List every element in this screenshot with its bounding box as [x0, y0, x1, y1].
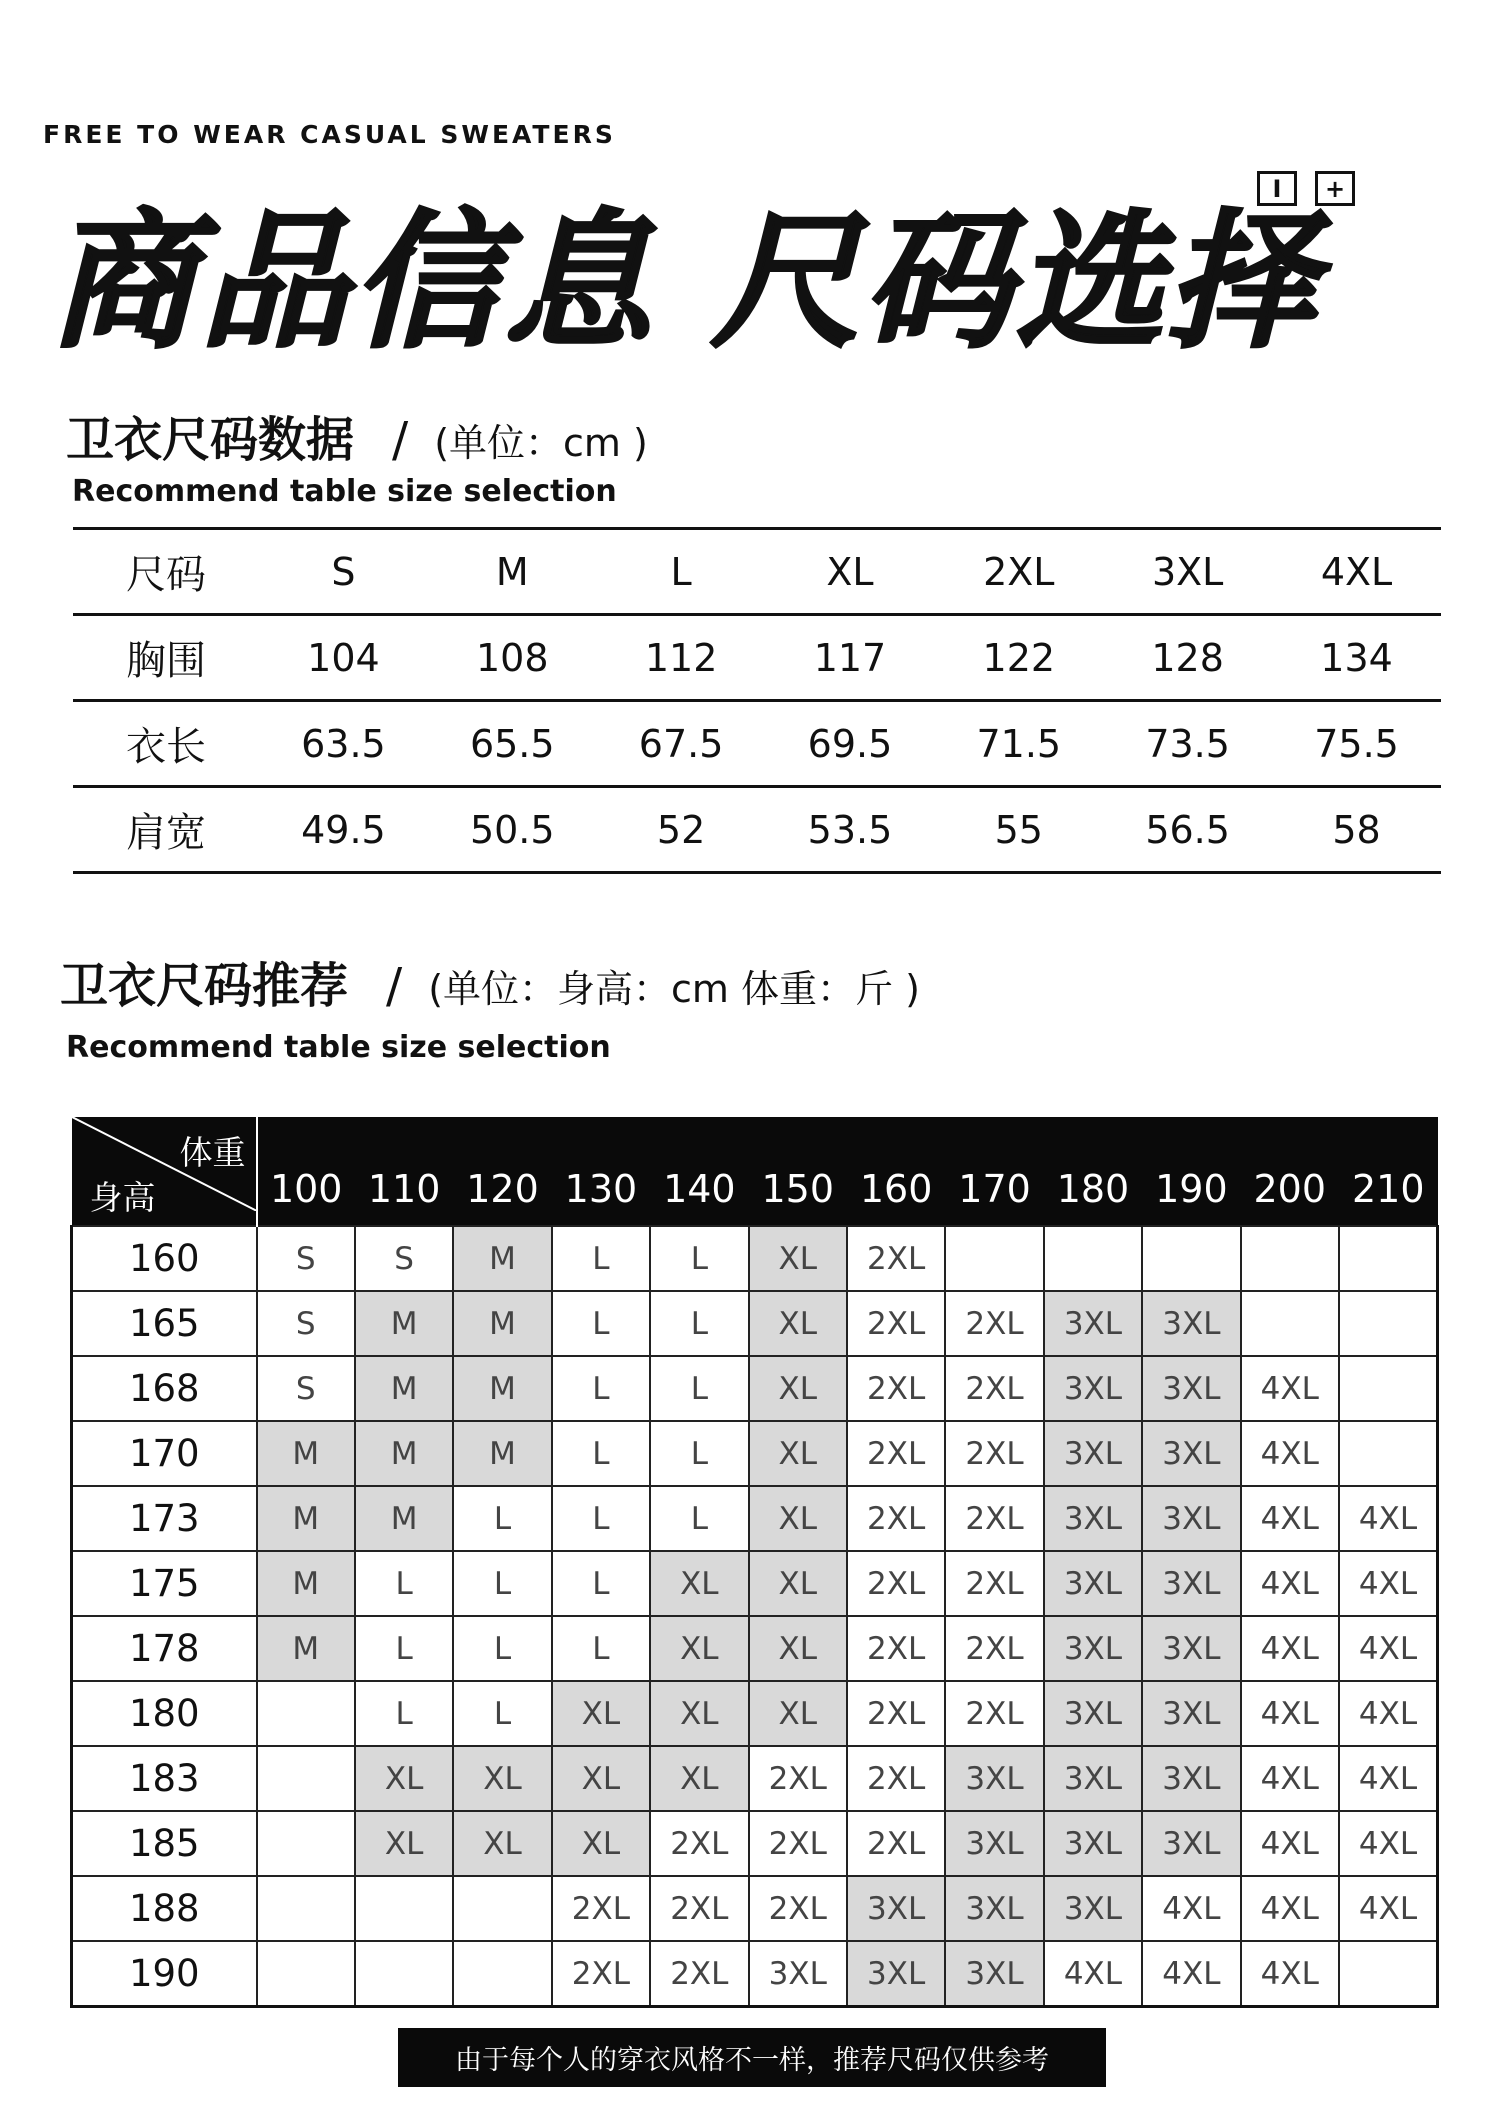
size-recommend-cell: 2XL [847, 1226, 945, 1291]
size-recommend-cell: L [552, 1551, 650, 1616]
height-cell: 178 [72, 1616, 257, 1681]
size-recommend-cell: 3XL [1142, 1616, 1240, 1681]
size-recommend-cell: 2XL [847, 1551, 945, 1616]
recommend-row [72, 1551, 1438, 1616]
size-recommend-cell: M [453, 1291, 551, 1356]
size-value-cell: 50.5 [469, 807, 555, 852]
size-recommend-cell: L [552, 1291, 650, 1356]
size-data-row [73, 615, 1441, 701]
weight-header-cell: 140 [650, 1117, 748, 1226]
size-recommend-cell: 3XL [847, 1876, 945, 1941]
size-recommend-cell: XL [749, 1616, 847, 1681]
size-recommend-cell: M [453, 1356, 551, 1421]
size-recommend-cell [257, 1811, 355, 1876]
size-recommend-cell: M [355, 1421, 453, 1486]
size-recommend-cell: 4XL [1241, 1811, 1339, 1876]
size-recommend-cell [257, 1681, 355, 1746]
size-recommend-cell: 3XL [1044, 1291, 1142, 1356]
size-recommend-cell: 4XL [1241, 1421, 1339, 1486]
size-header-row [73, 529, 1441, 615]
recommend-table [70, 1117, 1439, 2008]
size-recommend-cell: 4XL [1241, 1681, 1339, 1746]
size-value-cell: 69.5 [807, 721, 893, 766]
size-recommend-cell: 2XL [847, 1291, 945, 1356]
recommend-row [72, 1811, 1438, 1876]
size-recommend-cell: XL [749, 1421, 847, 1486]
size-recommend-cell: 2XL [749, 1876, 847, 1941]
size-recommend-cell: 3XL [945, 1876, 1043, 1941]
recommend-row [72, 1291, 1438, 1356]
size-recommend-cell: 3XL [1142, 1486, 1240, 1551]
size-recommend-cell: 4XL [1339, 1876, 1438, 1941]
size-recommend-cell: 2XL [847, 1616, 945, 1681]
weight-header-cell: 170 [945, 1117, 1043, 1226]
size-recommend-cell: L [355, 1681, 453, 1746]
size-recommend-cell [1339, 1356, 1438, 1421]
size-row-label: 肩宽 [126, 810, 206, 856]
size-recommend-cell: 3XL [1142, 1681, 1240, 1746]
size-recommend-cell: 3XL [945, 1746, 1043, 1811]
height-cell: 168 [72, 1356, 257, 1421]
recommend-row [72, 1746, 1438, 1811]
size-value-cell: 67.5 [638, 721, 724, 766]
size-recommend-cell [257, 1941, 355, 2007]
size-recommend-cell [1339, 1941, 1438, 2007]
recommend-row [72, 1616, 1438, 1681]
size-recommend-cell: XL [749, 1226, 847, 1291]
size-value-cell: 104 [307, 635, 380, 680]
size-recommend-cell: 4XL [1044, 1941, 1142, 2007]
height-cell: 185 [72, 1811, 257, 1876]
size-recommend-cell: M [257, 1486, 355, 1551]
size-recommend-cell [1339, 1226, 1438, 1291]
size-recommend-cell: 3XL [1142, 1356, 1240, 1421]
size-recommend-cell: XL [355, 1811, 453, 1876]
size-value-cell: 112 [644, 635, 718, 680]
size-value-cell: 55 [994, 807, 1043, 852]
size-recommend-cell: 3XL [1142, 1421, 1240, 1486]
size-recommend-cell: L [453, 1551, 551, 1616]
height-cell: 175 [72, 1551, 257, 1616]
size-recommend-cell: L [650, 1356, 748, 1421]
height-cell: 180 [72, 1681, 257, 1746]
size-header-cell: S [331, 549, 356, 594]
size-recommend-cell: XL [355, 1746, 453, 1811]
size-recommend-cell: 3XL [945, 1811, 1043, 1876]
size-recommend-cell: 2XL [847, 1356, 945, 1421]
size-recommend-cell: 3XL [1044, 1876, 1142, 1941]
size-recommend-cell: 3XL [945, 1941, 1043, 2007]
size-recommend-cell: 4XL [1241, 1876, 1339, 1941]
size-header-cell: XL [826, 549, 874, 594]
size-recommend-cell: M [453, 1421, 551, 1486]
size-value-cell: 63.5 [301, 721, 386, 766]
recommend-row [72, 1876, 1438, 1941]
size-recommend-cell: 2XL [945, 1356, 1043, 1421]
size-recommend-cell: M [257, 1551, 355, 1616]
weight-header-cell: 180 [1044, 1117, 1142, 1226]
size-recommend-cell [355, 1876, 453, 1941]
size-recommend-cell: 2XL [650, 1941, 748, 2007]
recommend-row [72, 1681, 1438, 1746]
size-value-cell: 73.5 [1145, 721, 1230, 766]
recommend-row [72, 1421, 1438, 1486]
height-cell: 160 [72, 1226, 257, 1291]
title-slash: / [386, 958, 403, 1014]
size-recommend-cell: L [552, 1421, 650, 1486]
size-recommend-cell: 4XL [1339, 1486, 1438, 1551]
size-recommend-cell: 2XL [847, 1421, 945, 1486]
height-cell: 170 [72, 1421, 257, 1486]
size-recommend-cell: 3XL [847, 1941, 945, 2007]
size-value-cell: 65.5 [469, 721, 555, 766]
size-recommend-cell: 3XL [1044, 1811, 1142, 1876]
size-recommend-cell: 4XL [1339, 1616, 1438, 1681]
size-recommend-cell: 4XL [1339, 1746, 1438, 1811]
weight-header-cell: 100 [257, 1117, 355, 1226]
size-recommend-cell [355, 1941, 453, 2007]
size-recommend-cell: M [355, 1486, 453, 1551]
recommend-table-wrap [70, 1117, 1439, 2008]
size-recommend-cell: L [650, 1486, 748, 1551]
size-recommend-cell: L [453, 1616, 551, 1681]
size-recommend-cell: 4XL [1241, 1356, 1339, 1421]
size-recommend-cell [453, 1876, 551, 1941]
size-recommend-cell: L [355, 1551, 453, 1616]
size-value-cell: 134 [1320, 635, 1393, 680]
size-recommend-cell: M [257, 1421, 355, 1486]
size-recommend-cell: 3XL [1044, 1551, 1142, 1616]
corner-weight-label: 体重 [179, 1133, 246, 1172]
size-recommend-cell [257, 1746, 355, 1811]
size-recommend-cell: S [257, 1291, 355, 1356]
size-recommend-cell: XL [749, 1681, 847, 1746]
size-header-cell: 2XL [983, 549, 1055, 594]
size-recommend-cell: 4XL [1241, 1941, 1339, 2007]
size-value-cell: 49.5 [301, 807, 386, 852]
size-recommend-cell: M [453, 1226, 551, 1291]
size-data-subtitle: Recommend table size selection [72, 474, 617, 509]
size-recommend-cell [1339, 1291, 1438, 1356]
size-recommend-cell: XL [749, 1551, 847, 1616]
size-recommend-cell: L [453, 1486, 551, 1551]
size-data-title [66, 412, 648, 468]
size-header-cell: M [495, 549, 529, 594]
size-value-cell: 75.5 [1314, 721, 1399, 766]
size-recommend-cell: S [257, 1226, 355, 1291]
size-value-cell: 71.5 [976, 721, 1062, 766]
size-recommend-cell [453, 1941, 551, 2007]
size-recommend-cell: 3XL [1142, 1291, 1240, 1356]
size-recommend-cell: XL [650, 1616, 748, 1681]
tagline: FREE TO WEAR CASUAL SWEATERS [43, 120, 616, 149]
corner-cell [72, 1117, 257, 1226]
weight-header-cell: 120 [453, 1117, 551, 1226]
size-row-label: 胸围 [126, 638, 206, 684]
size-recommend-cell: L [552, 1486, 650, 1551]
size-recommend-cell [257, 1876, 355, 1941]
size-recommend-cell: XL [453, 1746, 551, 1811]
size-recommend-cell: 3XL [1044, 1421, 1142, 1486]
size-recommend-cell: 2XL [945, 1616, 1043, 1681]
size-recommend-cell: 4XL [1241, 1551, 1339, 1616]
size-recommend-cell: L [650, 1421, 748, 1486]
size-recommend-cell: L [650, 1291, 748, 1356]
size-recommend-cell: 3XL [1142, 1746, 1240, 1811]
size-recommend-cell: 4XL [1241, 1616, 1339, 1681]
size-value-cell: 58 [1332, 807, 1381, 852]
size-data-row [73, 701, 1441, 787]
size-recommend-cell: S [257, 1356, 355, 1421]
size-recommend-cell: S [355, 1226, 453, 1291]
size-recommend-cell: 3XL [749, 1941, 847, 2007]
recommend-title [60, 958, 920, 1014]
size-value-cell: 117 [813, 635, 887, 680]
size-recommend-cell: L [552, 1226, 650, 1291]
size-recommend-cell: 2XL [945, 1551, 1043, 1616]
recommend-row [72, 1356, 1438, 1421]
size-data-row [73, 787, 1441, 873]
size-data-table [73, 527, 1441, 874]
height-cell: 188 [72, 1876, 257, 1941]
size-recommend-cell: 2XL [945, 1421, 1043, 1486]
height-cell: 173 [72, 1486, 257, 1551]
size-recommend-cell: L [552, 1616, 650, 1681]
size-recommend-cell: 2XL [552, 1876, 650, 1941]
size-recommend-cell: XL [650, 1746, 748, 1811]
size-recommend-cell: XL [552, 1746, 650, 1811]
size-recommend-cell: 2XL [749, 1811, 847, 1876]
size-recommend-cell: 2XL [847, 1486, 945, 1551]
size-recommend-cell: 4XL [1142, 1941, 1240, 2007]
size-recommend-cell: 3XL [1044, 1616, 1142, 1681]
size-recommend-cell: 3XL [1044, 1356, 1142, 1421]
size-recommend-cell: L [552, 1356, 650, 1421]
footnote-banner: 由于每个人的穿衣风格不一样，推荐尺码仅供参考 [398, 2028, 1106, 2087]
size-value-cell: 108 [476, 635, 549, 680]
size-recommend-cell: 4XL [1339, 1681, 1438, 1746]
size-recommend-cell: 3XL [1044, 1486, 1142, 1551]
size-header-cell: L [670, 549, 692, 594]
recommend-subtitle: Recommend table size selection [66, 1030, 611, 1065]
size-recommend-cell: 2XL [552, 1941, 650, 2007]
size-header-label: 尺码 [126, 552, 206, 598]
size-recommend-cell [1241, 1291, 1339, 1356]
size-recommend-cell: XL [552, 1681, 650, 1746]
height-cell: 190 [72, 1941, 257, 2007]
minus-square-icon: I [1257, 171, 1297, 206]
size-recommend-cell: M [257, 1616, 355, 1681]
size-recommend-cell: 3XL [1142, 1551, 1240, 1616]
size-recommend-cell: 2XL [847, 1681, 945, 1746]
size-data-title-text: 卫衣尺码数据 [66, 412, 355, 468]
weight-header-cell: 160 [847, 1117, 945, 1226]
corner-height-label: 身高 [89, 1178, 156, 1217]
recommend-row [72, 1941, 1438, 2007]
size-recommend-cell [945, 1226, 1043, 1291]
size-recommend-cell: XL [650, 1551, 748, 1616]
size-value-cell: 53.5 [807, 807, 893, 852]
size-header-cell: 4XL [1320, 549, 1393, 594]
size-recommend-cell: 2XL [945, 1486, 1043, 1551]
size-recommend-cell: M [355, 1356, 453, 1421]
size-recommend-cell: 4XL [1241, 1746, 1339, 1811]
weight-header-cell: 210 [1339, 1117, 1438, 1226]
size-recommend-cell: L [355, 1616, 453, 1681]
height-cell: 165 [72, 1291, 257, 1356]
size-recommend-cell: 2XL [945, 1291, 1043, 1356]
recommend-row [72, 1486, 1438, 1551]
size-recommend-cell: M [355, 1291, 453, 1356]
size-row-label: 衣长 [126, 724, 206, 770]
height-cell: 183 [72, 1746, 257, 1811]
size-recommend-cell: 3XL [1044, 1681, 1142, 1746]
size-recommend-cell: L [453, 1681, 551, 1746]
size-recommend-cell: XL [749, 1356, 847, 1421]
weight-header-cell: 110 [355, 1117, 453, 1226]
size-recommend-cell: XL [749, 1291, 847, 1356]
size-recommend-cell: 2XL [847, 1746, 945, 1811]
size-recommend-cell: 2XL [945, 1681, 1043, 1746]
page-title: 商品信息 尺码选择 [48, 196, 1320, 368]
size-value-cell: 56.5 [1145, 807, 1230, 852]
size-recommend-cell: XL [453, 1811, 551, 1876]
size-recommend-cell: 4XL [1241, 1486, 1339, 1551]
recommend-unit: (单位：身高：cm 体重：斤 ) [428, 967, 920, 1011]
size-recommend-cell: XL [650, 1681, 748, 1746]
size-recommend-cell: 3XL [1142, 1811, 1240, 1876]
weight-header-cell: 130 [552, 1117, 650, 1226]
size-recommend-cell: 2XL [749, 1746, 847, 1811]
size-recommend-cell [1339, 1421, 1438, 1486]
size-value-cell: 52 [656, 807, 706, 852]
size-recommend-cell: 4XL [1339, 1811, 1438, 1876]
size-recommend-cell: XL [749, 1486, 847, 1551]
size-recommend-cell: 2XL [650, 1876, 748, 1941]
size-recommend-cell: XL [552, 1811, 650, 1876]
size-recommend-cell [1241, 1226, 1339, 1291]
size-data-unit: (单位：cm ) [434, 421, 648, 465]
recommend-title-text: 卫衣尺码推荐 [60, 958, 349, 1014]
recommend-row [72, 1226, 1438, 1291]
size-value-cell: 128 [1151, 635, 1224, 680]
size-recommend-cell: 2XL [847, 1811, 945, 1876]
size-recommend-cell [1044, 1226, 1142, 1291]
size-recommend-cell: 2XL [650, 1811, 748, 1876]
size-header-cell: 3XL [1151, 549, 1224, 594]
size-recommend-cell: 4XL [1339, 1551, 1438, 1616]
plus-square-icon: + [1315, 171, 1355, 206]
weight-header-cell: 200 [1241, 1117, 1339, 1226]
weight-header-cell: 150 [749, 1117, 847, 1226]
size-value-cell: 122 [982, 635, 1056, 680]
weight-header-cell: 190 [1142, 1117, 1240, 1226]
size-recommend-cell: 3XL [1044, 1746, 1142, 1811]
size-recommend-cell: L [650, 1226, 748, 1291]
size-recommend-cell: 4XL [1142, 1876, 1240, 1941]
title-slash: / [392, 412, 409, 468]
size-recommend-cell [1142, 1226, 1240, 1291]
